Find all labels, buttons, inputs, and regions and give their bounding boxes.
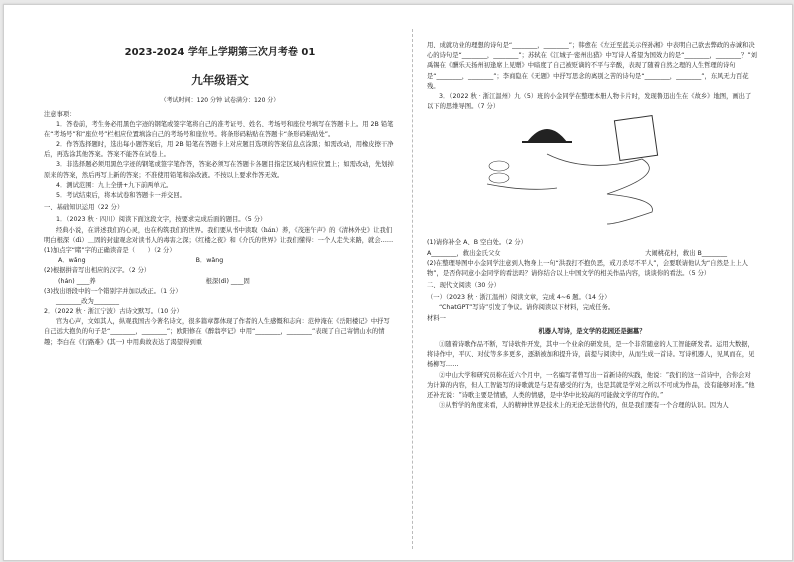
map-path-b bbox=[487, 184, 557, 189]
section-title: 一、基础知识运用（22 分） bbox=[44, 204, 124, 212]
subject-title: 九年级语文 bbox=[191, 73, 249, 88]
question-1-passage: 经典小说，在讲述我们的心灵，也在构筑我们的世界。我们要从书中读取（hán）养，《茂迷午声》的《清林外史》让我们明白根深（dì）＿固的封建观念对读书人的毒害之深；《红楼之夜》和《介氏的世界》让我们懂得：一个人走失来路，就会…… bbox=[44, 226, 394, 244]
question-1-1: (1)加点字“睹”字的正确读音是（ ）（2 分） bbox=[44, 246, 176, 254]
article-paragraph: ②中山大学和研究员称在近六个月中，一名编写者曾写出一首新诗的实践，他说：“我们的这一首诗中，合你会对为计算的内容，但人工智能写的诗歌就是与是有感受的行为，也是其就是学对之所以不可成为作品，没有能够对准。”他还补充说：“诗歌主要是情感，人类的情感，是中华中比较高的可能做文学的写作的。” bbox=[427, 371, 755, 399]
material-label: 材料一 bbox=[427, 314, 446, 322]
notice-title: 注意事项： bbox=[44, 110, 76, 118]
article-paragraph: ①随着诗歌作品不断，写诗软件开发，其中一个业余的研发员，是一个非常随意的人工智能研发者。运用大数据，将诗作中，平仄、对仗等多多更多，逐渐被加和提升诗，前提与阅读中，从而生成一首诗。写诗机器人，见风而在，见杨柳写…… bbox=[427, 341, 755, 369]
section-2-intro: “ChatGPT”写诗”引发了争议。请你阅读以下材料，完成任务。 bbox=[439, 304, 615, 312]
exam-title: 2023-2024 学年上学期第三次月考卷 01 bbox=[124, 47, 316, 58]
tag-ellipse bbox=[489, 173, 509, 183]
question-3-intro: 3．（2022 秋 · 浙江温州）九（5）班的小金同学在整理本册人物卡片时，发现鲁迅出生在《故乡》地图，画出了以下的思维导图。（7 分） bbox=[427, 92, 752, 111]
question-1-3: (3)找出语段中的一个错别字并加以改正。（1 分） bbox=[44, 287, 182, 295]
notice-item: 4．测试范围：九上全册+九下前两单元。 bbox=[56, 181, 173, 189]
question-3-1-blanks bbox=[427, 249, 757, 259]
article-title: 机器人写诗，是文学的花园还是掘墓？ bbox=[538, 327, 646, 335]
question-3-2: (2)在整理导图中小金同学注意到人物身上一句“洪我打不抱负恶，戒刀杀尽不平人”，会要联请他认为“自然是上上人物”，是否你同意小金同学的看法吗？请你结合以上中国文学的相关作品内容，谈谈你的看法。（5 分） bbox=[427, 259, 748, 277]
question-1-options bbox=[44, 256, 396, 266]
option-a: A．wǎng bbox=[58, 257, 86, 265]
question-2-continued: 用、成就功业的理想的诗句是“________，________”；韩愈在《左迁至蓝关示侄孙湘》中表明自己欲去弊政的赤诚和决心的诗句是“________，________”；苏轼在《江城子·密州出猎》中写诗人希望为国效力的是“________，________？”刘禹锡在《酬乐天扬州初逢席上见赠》中暗度了自己被贬谪的不平与辛酸，表现了随着自然之理的人生哲理的诗句是“________，________”；李商隐在《无题》中抒写思念的离别之苦的诗句是“________，________”，东风无力百花残。 bbox=[427, 42, 757, 90]
exam-meta: （考试时间：120 分钟 试卷满分：120 分） bbox=[160, 96, 280, 104]
column-divider bbox=[412, 29, 413, 549]
exam-sheet bbox=[3, 4, 793, 561]
question-1-2: (2)根据拼音写出相应的汉字。（2 分） bbox=[44, 267, 151, 275]
mind-map bbox=[427, 114, 757, 234]
monk-head-icon bbox=[527, 129, 567, 142]
question-1-intro: 1．（2023 秋 · 四川）阅读下面这段文字，按要求完成后面的题目。（5 分） bbox=[56, 216, 267, 224]
question-2-passage: 官为心声，文如其人，纵观我国古今著名诗文，很多篇章都体现了作者的人生感慨和志向：范仲淹在《岳阳楼记》中抒写自己远大抱负的句子是“________，________”；欧阳修在《醉翁亭记》中用“________，________”表现了自己寄情山水的情趣；李白在《行路难》(其一) 中用典故表达了渴望得到重 bbox=[44, 318, 390, 346]
left-column bbox=[44, 45, 396, 348]
blank-han: (hán) ____养 bbox=[58, 277, 96, 285]
mind-map-diagram bbox=[467, 114, 707, 234]
section-2-1: （一）（2023 秋 · 浙江温州）阅读文章，完成 4~6 题。（14 分） bbox=[427, 294, 611, 302]
right-column bbox=[427, 41, 757, 411]
blank-b: 大闹桃花村，救出 B________ bbox=[645, 249, 727, 257]
section-2-title: 二、现代文阅读（30 分） bbox=[427, 282, 500, 290]
blank-di: 根深(dì) ____固 bbox=[205, 277, 250, 285]
tag-ellipse bbox=[489, 161, 509, 171]
option-b: B．wǎng bbox=[195, 257, 224, 265]
notice-item: 3．非选择题必须用黑色字迹的钢笔或签字笔作答，答案必须写在答题卡各题目指定区域内相应位置上；如需改动，先划掉原来的答案，然后再写上新的答案；不准使用铅笔和涂改液。不按以上要求作答无效。 bbox=[44, 161, 394, 179]
notice-item: 1．答卷前，考生务必用黑色字迹的钢笔或签字笔将自己的准考证号、姓名、考场号和座位号填写在答题卡上。用 2B 铅笔在“考场号”和“座位号”栏相应位置填涂自己的考场号和座位号。将条形码粘贴在答题卡“条形码粘贴处”。 bbox=[44, 120, 394, 138]
article-paragraph: ③从哲学的角度来看，人的精神世界是技术上的无论无法替代的，但是我们要有一个合理的认识。因为人 bbox=[439, 402, 729, 410]
notice-item: 2．作答选择题时，选出每小题答案后，用 2B 铅笔在答题卡上对应题目选项的答案信息点涂黑；如需改动，用橡皮擦干净后，再选涂其他答案。答案不能答在试卷上。 bbox=[44, 141, 394, 159]
question-1-2-blanks bbox=[44, 277, 396, 287]
title-box bbox=[614, 116, 657, 161]
notice-item: 5．考试结束后，将本试卷和答题卡一并交回。 bbox=[56, 192, 186, 200]
question-3-1: (1)请你补全 A、B 空白处。（2 分） bbox=[427, 239, 527, 247]
question-2-intro: 2．（2022 秋 · 浙江宁波）古诗文默写。（10 分） bbox=[44, 308, 183, 316]
map-path bbox=[547, 154, 652, 224]
blank-a: A________，救出金氏父女 bbox=[427, 249, 501, 257]
question-1-3-answer: ________改为________ bbox=[56, 297, 119, 305]
